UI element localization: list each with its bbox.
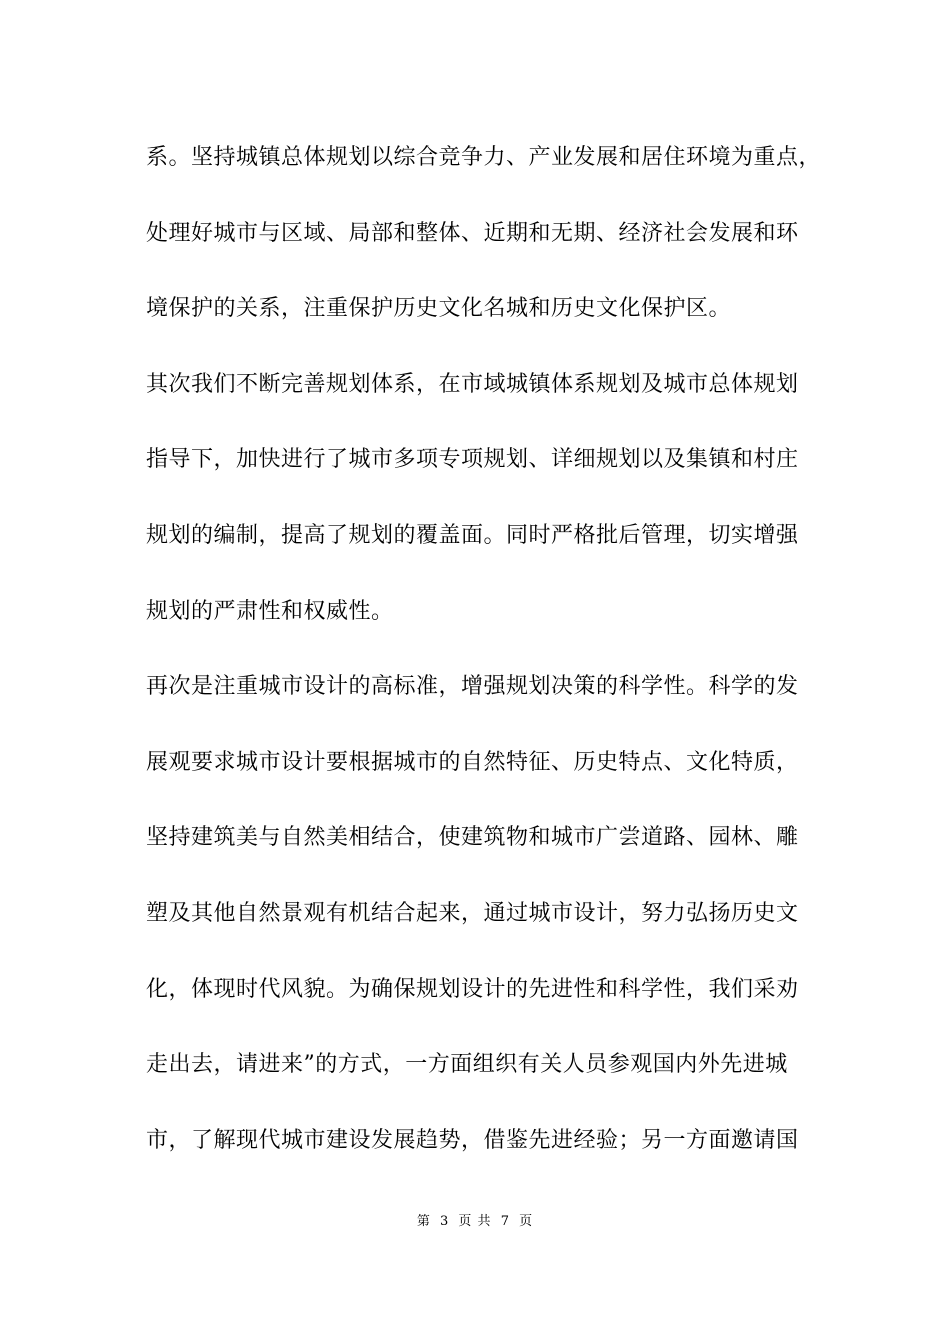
body-text: [146, 132, 846, 1190]
footer-prefix: 第: [416, 1214, 431, 1229]
text-line: 规划的严肃性和权威性。: [146, 598, 394, 624]
text-line: 处理好城市与区域、局部和整体、近期和无期、经济社会发展和环: [146, 220, 799, 246]
text-line: 塑及其他自然景观有机结合起来，通过城市设计，努力弘扬历史文: [146, 900, 799, 926]
footer-page-number: 3: [440, 1214, 450, 1229]
page-footer: [0, 1210, 950, 1229]
text-line: 再次是注重城市设计的高标准，增强规划决策的科学性。科学的发: [146, 674, 799, 700]
text-line: 其次我们不断完善规划体系，在市域城镇体系规划及城市总体规划: [146, 371, 799, 397]
text-line: 系。坚持城镇总体规划以综合竞争力、产业发展和居住环境为重点，: [146, 145, 822, 170]
text-line: 规划的编制，提高了规划的覆盖面。同时严格批后管理，切实增强: [146, 522, 799, 548]
footer-total-pages: 7: [500, 1214, 510, 1229]
text-line: 走出去，请进来”的方式，一方面组织有关人员参观国内外先进城: [146, 1052, 788, 1078]
footer-middle: 页 共: [458, 1214, 492, 1229]
text-line: 境保护的关系，注重保护历史文化名城和历史文化保护区。: [146, 296, 732, 322]
text-line: 化，体现时代风貌。为确保规划设计的先进性和科学性，我们采劝: [146, 976, 799, 1002]
text-line: 展观要求城市设计要根据城市的自然特征、历史特点、文化特质，: [146, 749, 799, 775]
text-line: 指导下，加快进行了城市多项专项规划、详细规划以及集镇和村庄: [146, 447, 799, 473]
text-line: 坚持建筑美与自然美相结合，使建筑物和城市广尝道路、园林、雕: [146, 825, 799, 851]
text-line: 市，了解现代城市建设发展趋势，借鉴先进经验；另一方面邀请国: [146, 1127, 799, 1153]
footer-suffix: 页: [519, 1214, 534, 1229]
